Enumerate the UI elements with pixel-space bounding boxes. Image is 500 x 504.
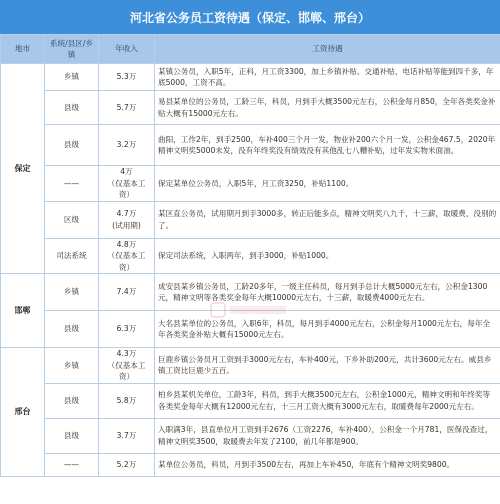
header-salary: 工资待遇	[155, 35, 500, 64]
level-cell: 县级	[45, 91, 99, 125]
income-cell: 5.2万	[99, 453, 155, 476]
income-cell: 7.4万	[99, 274, 155, 311]
income-cell: 5.7万	[99, 91, 155, 125]
level-cell: 县级	[45, 418, 99, 453]
desc-cell: 某单位公务员，科员，月到手3500左右，再加上车补450，年底有个精神文明奖9800。	[155, 453, 500, 476]
header-income: 年收入	[99, 35, 155, 64]
region-cell: 邢台	[1, 348, 45, 477]
level-cell: 司法系统	[45, 238, 99, 274]
level-cell: 乡镇	[45, 274, 99, 311]
income-cell: 6.3万	[99, 311, 155, 348]
table-row	[1, 418, 500, 453]
table-row	[1, 383, 500, 418]
table-row	[1, 348, 500, 384]
desc-cell: 保定司法系统，入职两年，到手3000，补贴1000。	[155, 238, 500, 274]
desc-cell: 保定某单位公务员，入职5年，月工资3250，补贴1100。	[155, 166, 500, 202]
region-cell: 邯郸	[1, 274, 45, 348]
level-cell: 乡镇	[45, 348, 99, 384]
desc-cell: 成安县某乡镇公务员，工龄20多年，一级主任科员，每月到手总计大概5000元左右，公积金1300元，精神文明等各类奖金每年大概10000元左右，十三薪，取暖费4000元左右。	[155, 274, 500, 311]
table-row	[1, 238, 500, 274]
desc-cell: 某镇公务员，入职5年，正科，月工资3300，加上乡镇补贴、交通补贴、电话补贴等能到四千多，年底5000，工资不高。	[155, 64, 500, 91]
level-cell: 乡镇	[45, 64, 99, 91]
level-cell: ——	[45, 453, 99, 476]
table-row	[1, 64, 500, 91]
income-cell: 4.3万 （仅基本工资）	[99, 348, 155, 384]
level-cell: ——	[45, 166, 99, 202]
desc-cell: 巨鹿乡镇公务员月工资到手3000元左右，车补400元，下乡补助200元，共计3600元左右。威县乡镇工资比巨鹿少五百。	[155, 348, 500, 384]
income-cell: 5.3万	[99, 64, 155, 91]
desc-cell: 大名县某单位的公务员，入职6年，科员，每月到手4000元左右，公积金每月1000元左右，每年全年各类奖金补贴大概有15000元左右。	[155, 311, 500, 348]
level-cell: 区级	[45, 201, 99, 238]
table-row	[1, 125, 500, 166]
desc-cell: 柏乡县某机关单位，工龄3年，科员，到手大概3500元左右，公积金1000元，精神文明和年终奖等各类奖金每年大概有12000元左右，十三月工资大概有3000元左右，取暖费每年2000元左右。	[155, 383, 500, 418]
table-row	[1, 166, 500, 202]
income-cell: 4.8万 （仅基本工资）	[99, 238, 155, 274]
level-cell: 县级	[45, 125, 99, 166]
desc-cell: 曲阳，工作2年，到手2500，车补400三个月一发，物业补200六个月一发，公积金467.5，2020年精神文明奖5000未发，没有年终奖没有绩效没有其他乱七八糟补贴，过年发实物米面油。	[155, 125, 500, 166]
income-cell: 4.7万 (试用期)	[99, 201, 155, 238]
income-cell: 5.8万	[99, 383, 155, 418]
desc-cell: 某区直公务员，试用期月到手3000多，转正后能多点，精神文明奖八九千，十三薪，取暖费，没别的了。	[155, 201, 500, 238]
table-row	[1, 91, 500, 125]
income-cell: 4万 （仅基本工资）	[99, 166, 155, 202]
level-cell: 县级	[45, 383, 99, 418]
desc-cell: 易县某单位的公务员，工龄三年，科员，月到手大概3500元左右，公积金每月850，全年各类奖金补贴大概有15000元左右。	[155, 91, 500, 125]
table-header-row	[1, 35, 500, 64]
page-title: 河北省公务员工资待遇（保定、邯郸、邢台）	[0, 0, 500, 34]
income-cell: 3.7万	[99, 418, 155, 453]
desc-cell: 入职满3年，县直单位月工资到手2676（工资2276，车补400），公积金一个月781，医保没查过，精神文明奖3500，取暖费去年发了2100，前几年都是900。	[155, 418, 500, 453]
header-city: 地市	[1, 35, 45, 64]
salary-table	[0, 34, 500, 477]
table-row	[1, 201, 500, 238]
watermark-logo	[210, 300, 290, 320]
region-cell: 保定	[1, 64, 45, 274]
level-cell: 县级	[45, 311, 99, 348]
income-cell: 3.2万	[99, 125, 155, 166]
table-row	[1, 453, 500, 476]
header-level: 系统/县区/乡镇	[45, 35, 99, 64]
